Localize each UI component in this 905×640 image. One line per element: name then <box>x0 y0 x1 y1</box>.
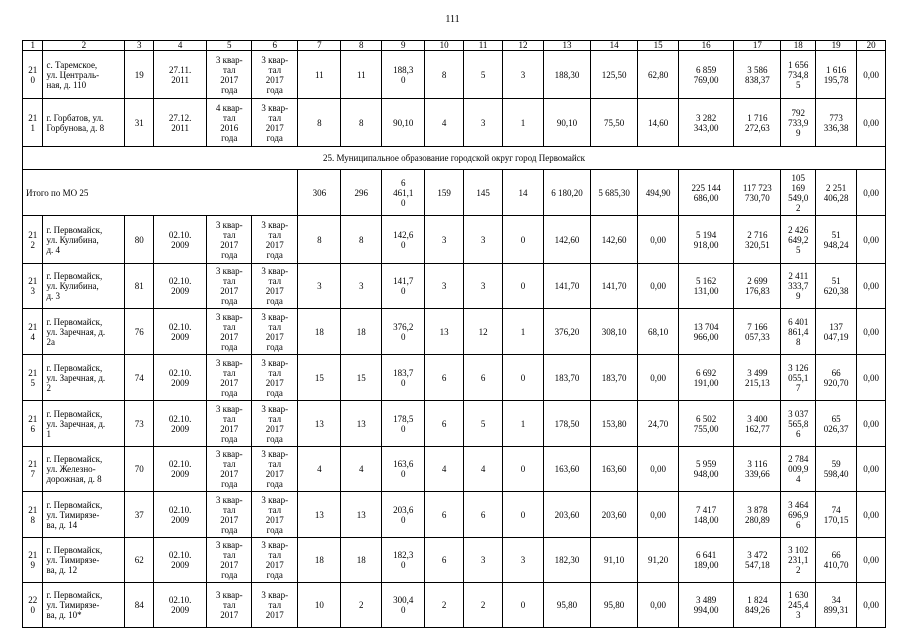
table-cell: 73 <box>125 401 154 447</box>
table-cell: 02.10. 2009 <box>154 216 207 264</box>
table-cell: 02.10. 2009 <box>154 355 207 401</box>
page-number: 111 <box>445 14 460 25</box>
table-cell: 6 502 755,00 <box>679 401 734 447</box>
table-row <box>23 492 886 538</box>
table-cell: 3 квар- тал 2017 года <box>207 216 252 264</box>
table-cell: 02.10. 2009 <box>154 447 207 492</box>
table-cell: 91,20 <box>638 538 679 583</box>
table-cell: 81 <box>125 264 154 309</box>
table-cell: 5 194 918,00 <box>679 216 734 264</box>
table-cell: 8 <box>341 99 382 147</box>
table-cell: 0 <box>503 583 544 628</box>
table-cell: 142,6 0 <box>382 216 425 264</box>
total-cell: 306 <box>298 170 341 216</box>
table-cell: 0,00 <box>857 492 886 538</box>
table-row <box>23 309 886 355</box>
table-cell: 3 282 343,00 <box>679 99 734 147</box>
table-cell: 76 <box>125 309 154 355</box>
table-cell: 376,2 0 <box>382 309 425 355</box>
table-cell: 6 <box>425 492 464 538</box>
address-cell: г. Первомайск, ул. Тимирязе- ва, д. 10* <box>43 583 125 628</box>
table-cell: 2 426 649,2 5 <box>781 216 816 264</box>
table-cell: 11 <box>298 51 341 99</box>
section-row <box>23 147 886 170</box>
table-cell: 2 699 176,83 <box>734 264 781 309</box>
table-cell: 0,00 <box>857 583 886 628</box>
table-cell: 62,80 <box>638 51 679 99</box>
table-cell: 66 410,70 <box>816 538 857 583</box>
table-cell: 6 859 769,00 <box>679 51 734 99</box>
table-cell: 21 9 <box>23 538 43 583</box>
address-cell: г. Первомайск, ул. Кулибина, д. 4 <box>43 216 125 264</box>
table-cell: 3 квар- тал 2017 года <box>252 492 298 538</box>
table-cell: 141,7 0 <box>382 264 425 309</box>
table-cell: 13 <box>341 492 382 538</box>
table-cell: 300,4 0 <box>382 583 425 628</box>
table-row <box>23 447 886 492</box>
table-cell: 137 047,19 <box>816 309 857 355</box>
table-cell: 90,10 <box>543 99 590 147</box>
table-cell: 8 <box>341 216 382 264</box>
table-cell: 27.12. 2011 <box>154 99 207 147</box>
table-cell: 0 <box>503 492 544 538</box>
table-cell: 792 733,9 9 <box>781 99 816 147</box>
table-cell: 0 <box>503 447 544 492</box>
table-cell: 1 616 195,78 <box>816 51 857 99</box>
header-cell: 14 <box>591 41 638 51</box>
table-cell: 0,00 <box>857 355 886 401</box>
total-cell: 14 <box>503 170 544 216</box>
table-cell: 21 1 <box>23 99 43 147</box>
header-cell: 10 <box>425 41 464 51</box>
total-cell: 6 461,1 0 <box>382 170 425 216</box>
table-cell: 6 <box>425 538 464 583</box>
register-table <box>22 40 886 628</box>
header-cell: 12 <box>503 41 544 51</box>
total-cell: 0,00 <box>857 170 886 216</box>
table-cell: 163,6 0 <box>382 447 425 492</box>
table-cell: 182,30 <box>543 538 590 583</box>
table-cell: 3 квар- тал 2017 года <box>207 264 252 309</box>
table-cell: 02.10. 2009 <box>154 538 207 583</box>
table-cell: 3 <box>464 538 503 583</box>
table-cell: 0,00 <box>857 538 886 583</box>
table-cell: 90,10 <box>382 99 425 147</box>
table-cell: 3 586 838,37 <box>734 51 781 99</box>
table-cell: 203,6 0 <box>382 492 425 538</box>
table-cell: 15 <box>341 355 382 401</box>
table-cell: 13 <box>341 401 382 447</box>
address-cell: г. Первомайск, ул. Железно- дорожная, д. 8 <box>43 447 125 492</box>
table-cell: 163,60 <box>543 447 590 492</box>
table-cell: 3 <box>503 538 544 583</box>
table-cell: 27.11. 2011 <box>154 51 207 99</box>
table-cell: 0,00 <box>857 99 886 147</box>
table-cell: 178,50 <box>543 401 590 447</box>
table-cell: 95,80 <box>591 583 638 628</box>
table-cell: 141,70 <box>543 264 590 309</box>
table-row <box>23 51 886 99</box>
table-cell: 3 квар- тал 2017 года <box>252 51 298 99</box>
table-cell: 3 квар- тал 2017 года <box>207 447 252 492</box>
table-cell: 19 <box>125 51 154 99</box>
table-cell: 4 <box>341 447 382 492</box>
table-cell: 1 <box>503 99 544 147</box>
table-cell: 18 <box>341 309 382 355</box>
table-cell: 3 <box>341 264 382 309</box>
table-cell: 308,10 <box>591 309 638 355</box>
header-cell: 5 <box>207 41 252 51</box>
table-cell: 21 2 <box>23 216 43 264</box>
table-cell: 3 <box>425 216 464 264</box>
header-cell: 4 <box>154 41 207 51</box>
table-cell: 21 3 <box>23 264 43 309</box>
table-body <box>23 41 886 628</box>
table-cell: 0,00 <box>857 447 886 492</box>
table-cell: 3 <box>464 216 503 264</box>
table-cell: 31 <box>125 99 154 147</box>
table-cell: 5 959 948,00 <box>679 447 734 492</box>
table-cell: 3 квар- тал 2017 года <box>207 401 252 447</box>
header-cell: 19 <box>816 41 857 51</box>
table-cell: 5 <box>464 401 503 447</box>
table-cell: 0,00 <box>638 447 679 492</box>
table-cell: 02.10. 2009 <box>154 492 207 538</box>
table-cell: 125,50 <box>591 51 638 99</box>
table-cell: 0,00 <box>638 264 679 309</box>
table-cell: 70 <box>125 447 154 492</box>
address-cell: г. Первомайск, ул. Тимирязе- ва, д. 14 <box>43 492 125 538</box>
table-cell: 4 <box>425 99 464 147</box>
address-cell: г. Первомайск, ул. Заречная, д. 2 <box>43 355 125 401</box>
table-cell: 7 417 148,00 <box>679 492 734 538</box>
table-cell: 3 квар- тал 2017 <box>252 583 298 628</box>
table-cell: 0,00 <box>638 583 679 628</box>
table-cell: 4 <box>464 447 503 492</box>
table-cell: 80 <box>125 216 154 264</box>
address-cell: с. Таремское, ул. Централь- ная, д. 110 <box>43 51 125 99</box>
table-cell: 3 037 565,8 6 <box>781 401 816 447</box>
table-cell: 8 <box>298 99 341 147</box>
table-cell: 3 квар- тал 2017 года <box>252 264 298 309</box>
header-cell: 1 <box>23 41 43 51</box>
table-cell: 0,00 <box>857 264 886 309</box>
table-cell: 142,60 <box>591 216 638 264</box>
table-row <box>23 264 886 309</box>
table-cell: 2 <box>341 583 382 628</box>
table-cell: 3 квар- тал 2017 года <box>207 538 252 583</box>
header-cell: 17 <box>734 41 781 51</box>
table-cell: 141,70 <box>591 264 638 309</box>
table-row <box>23 355 886 401</box>
table-cell: 3 472 547,18 <box>734 538 781 583</box>
table-cell: 21 6 <box>23 401 43 447</box>
table-cell: 178,5 0 <box>382 401 425 447</box>
table-cell: 1 824 849,26 <box>734 583 781 628</box>
table-cell: 10 <box>298 583 341 628</box>
table-cell: 203,60 <box>543 492 590 538</box>
table-cell: 75,50 <box>591 99 638 147</box>
table-cell: 3 квар- тал 2017 года <box>252 355 298 401</box>
table-cell: 34 899,31 <box>816 583 857 628</box>
address-cell: г. Первомайск, ул. Кулибина, д. 3 <box>43 264 125 309</box>
table-cell: 65 026,37 <box>816 401 857 447</box>
table-cell: 1 716 272,63 <box>734 99 781 147</box>
table-cell: 3 квар- тал 2017 года <box>252 447 298 492</box>
total-cell: 117 723 730,70 <box>734 170 781 216</box>
table-cell: 02.10. 2009 <box>154 264 207 309</box>
table-cell: 66 920,70 <box>816 355 857 401</box>
table-cell: 3 126 055,1 7 <box>781 355 816 401</box>
table-cell: 0,00 <box>857 216 886 264</box>
header-cell: 11 <box>464 41 503 51</box>
table-cell: 0 <box>503 216 544 264</box>
table-cell: 3 квар- тал 2017 года <box>207 492 252 538</box>
total-label: Итого по МО 25 <box>23 170 298 216</box>
header-cell: 20 <box>857 41 886 51</box>
header-cell: 15 <box>638 41 679 51</box>
table-cell: 6 <box>425 401 464 447</box>
table-cell: 4 <box>298 447 341 492</box>
table-cell: 18 <box>341 538 382 583</box>
table-cell: 14,60 <box>638 99 679 147</box>
total-cell: 105 169 549,0 2 <box>781 170 816 216</box>
table-cell: 376,20 <box>543 309 590 355</box>
table-cell: 02.10. 2009 <box>154 401 207 447</box>
table-cell: 1 656 734,8 5 <box>781 51 816 99</box>
total-cell: 159 <box>425 170 464 216</box>
table-cell: 3 квар- тал 2017 года <box>207 51 252 99</box>
table-cell: 4 квар- тал 2016 года <box>207 99 252 147</box>
table-cell: 4 <box>425 447 464 492</box>
table-cell: 3 489 994,00 <box>679 583 734 628</box>
table-cell: 21 7 <box>23 447 43 492</box>
table-row <box>23 538 886 583</box>
header-cell: 16 <box>679 41 734 51</box>
table-cell: 773 336,38 <box>816 99 857 147</box>
table-cell: 3 квар- тал 2017 года <box>252 99 298 147</box>
table-cell: 0 <box>503 264 544 309</box>
table-cell: 21 4 <box>23 309 43 355</box>
table-cell: 18 <box>298 538 341 583</box>
table-cell: 51 948,24 <box>816 216 857 264</box>
table-cell: 0 <box>503 355 544 401</box>
table-cell: 0,00 <box>857 401 886 447</box>
table-cell: 0,00 <box>638 492 679 538</box>
table-cell: 02.10. 2009 <box>154 309 207 355</box>
table-cell: 22 0 <box>23 583 43 628</box>
table-cell: 74 <box>125 355 154 401</box>
total-cell: 145 <box>464 170 503 216</box>
table-cell: 62 <box>125 538 154 583</box>
address-cell: г. Горбатов, ул. Горбунова, д. 8 <box>43 99 125 147</box>
table-cell: 6 <box>464 492 503 538</box>
table-cell: 6 692 191,00 <box>679 355 734 401</box>
table-cell: 5 162 131,00 <box>679 264 734 309</box>
table-cell: 91,10 <box>591 538 638 583</box>
table-cell: 183,7 0 <box>382 355 425 401</box>
table-cell: 7 166 057,33 <box>734 309 781 355</box>
table-cell: 1 <box>503 401 544 447</box>
section-title: 25. Муниципальное образование городской округ город Первомайск <box>23 147 886 170</box>
table-cell: 18 <box>298 309 341 355</box>
table-cell: 188,3 0 <box>382 51 425 99</box>
table-cell: 12 <box>464 309 503 355</box>
header-cell: 9 <box>382 41 425 51</box>
table-cell: 6 641 189,00 <box>679 538 734 583</box>
header-row <box>23 41 886 51</box>
table-cell: 2 411 333,7 9 <box>781 264 816 309</box>
table-cell: 13 704 966,00 <box>679 309 734 355</box>
table-cell: 3 878 280,89 <box>734 492 781 538</box>
table-cell: 13 <box>298 401 341 447</box>
header-cell: 13 <box>543 41 590 51</box>
total-cell: 494,90 <box>638 170 679 216</box>
table-cell: 2 716 320,51 <box>734 216 781 264</box>
table-cell: 74 170,15 <box>816 492 857 538</box>
table-row <box>23 216 886 264</box>
table-cell: 02.10. 2009 <box>154 583 207 628</box>
table-cell: 3 <box>503 51 544 99</box>
total-cell: 6 180,20 <box>543 170 590 216</box>
table-cell: 2 <box>425 583 464 628</box>
table-cell: 8 <box>425 51 464 99</box>
table-cell: 3 <box>298 264 341 309</box>
table-cell: 3 499 215,13 <box>734 355 781 401</box>
table-cell: 142,60 <box>543 216 590 264</box>
table-cell: 3 116 339,66 <box>734 447 781 492</box>
table-cell: 11 <box>341 51 382 99</box>
table-cell: 13 <box>425 309 464 355</box>
table-cell: 3 квар- тал 2017 года <box>252 309 298 355</box>
table-cell: 183,70 <box>543 355 590 401</box>
table-cell: 3 квар- тал 2017 года <box>252 216 298 264</box>
table-cell: 6 <box>464 355 503 401</box>
total-cell: 225 144 686,00 <box>679 170 734 216</box>
header-cell: 3 <box>125 41 154 51</box>
table-cell: 51 620,38 <box>816 264 857 309</box>
table-cell: 1 <box>503 309 544 355</box>
table-cell: 188,30 <box>543 51 590 99</box>
table-cell: 3 464 696,9 6 <box>781 492 816 538</box>
header-cell: 6 <box>252 41 298 51</box>
table-cell: 163,60 <box>591 447 638 492</box>
table-cell: 24,70 <box>638 401 679 447</box>
table-cell: 3 квар- тал 2017 <box>207 583 252 628</box>
table-cell: 3 <box>464 264 503 309</box>
table-cell: 13 <box>298 492 341 538</box>
table-cell: 203,60 <box>591 492 638 538</box>
address-cell: г. Первомайск, ул. Заречная, д. 2а <box>43 309 125 355</box>
header-cell: 7 <box>298 41 341 51</box>
table-cell: 95,80 <box>543 583 590 628</box>
table-cell: 153,80 <box>591 401 638 447</box>
header-cell: 18 <box>781 41 816 51</box>
table-cell: 2 784 009,9 4 <box>781 447 816 492</box>
total-cell: 2 251 406,28 <box>816 170 857 216</box>
table-cell: 3 квар- тал 2017 года <box>252 401 298 447</box>
table-cell: 3 <box>425 264 464 309</box>
header-cell: 8 <box>341 41 382 51</box>
table-cell: 21 5 <box>23 355 43 401</box>
address-cell: г. Первомайск, ул. Заречная, д. 1 <box>43 401 125 447</box>
table-cell: 59 598,40 <box>816 447 857 492</box>
table-cell: 2 <box>464 583 503 628</box>
header-cell: 2 <box>43 41 125 51</box>
table-cell: 6 401 861,4 8 <box>781 309 816 355</box>
table-cell: 182,3 0 <box>382 538 425 583</box>
total-row <box>23 170 886 216</box>
table-cell: 21 0 <box>23 51 43 99</box>
table-cell: 183,70 <box>591 355 638 401</box>
table-cell: 68,10 <box>638 309 679 355</box>
table-cell: 0,00 <box>638 355 679 401</box>
address-cell: г. Первомайск, ул. Тимирязе- ва, д. 12 <box>43 538 125 583</box>
table-cell: 3 102 231,1 2 <box>781 538 816 583</box>
table-cell: 3 квар- тал 2017 года <box>252 538 298 583</box>
table-cell: 0,00 <box>857 309 886 355</box>
table-cell: 84 <box>125 583 154 628</box>
table-cell: 15 <box>298 355 341 401</box>
table-row <box>23 401 886 447</box>
table-cell: 3 <box>464 99 503 147</box>
table-cell: 0,00 <box>857 51 886 99</box>
table-row <box>23 583 886 628</box>
table-cell: 0,00 <box>638 216 679 264</box>
table-cell: 3 400 162,77 <box>734 401 781 447</box>
table-cell: 5 <box>464 51 503 99</box>
table-cell: 3 квар- тал 2017 года <box>207 309 252 355</box>
table-cell: 8 <box>298 216 341 264</box>
total-cell: 296 <box>341 170 382 216</box>
table-cell: 6 <box>425 355 464 401</box>
table-cell: 37 <box>125 492 154 538</box>
total-cell: 5 685,30 <box>591 170 638 216</box>
table-cell: 3 квар- тал 2017 года <box>207 355 252 401</box>
table-cell: 21 8 <box>23 492 43 538</box>
table-cell: 1 630 245,4 3 <box>781 583 816 628</box>
table-row <box>23 99 886 147</box>
